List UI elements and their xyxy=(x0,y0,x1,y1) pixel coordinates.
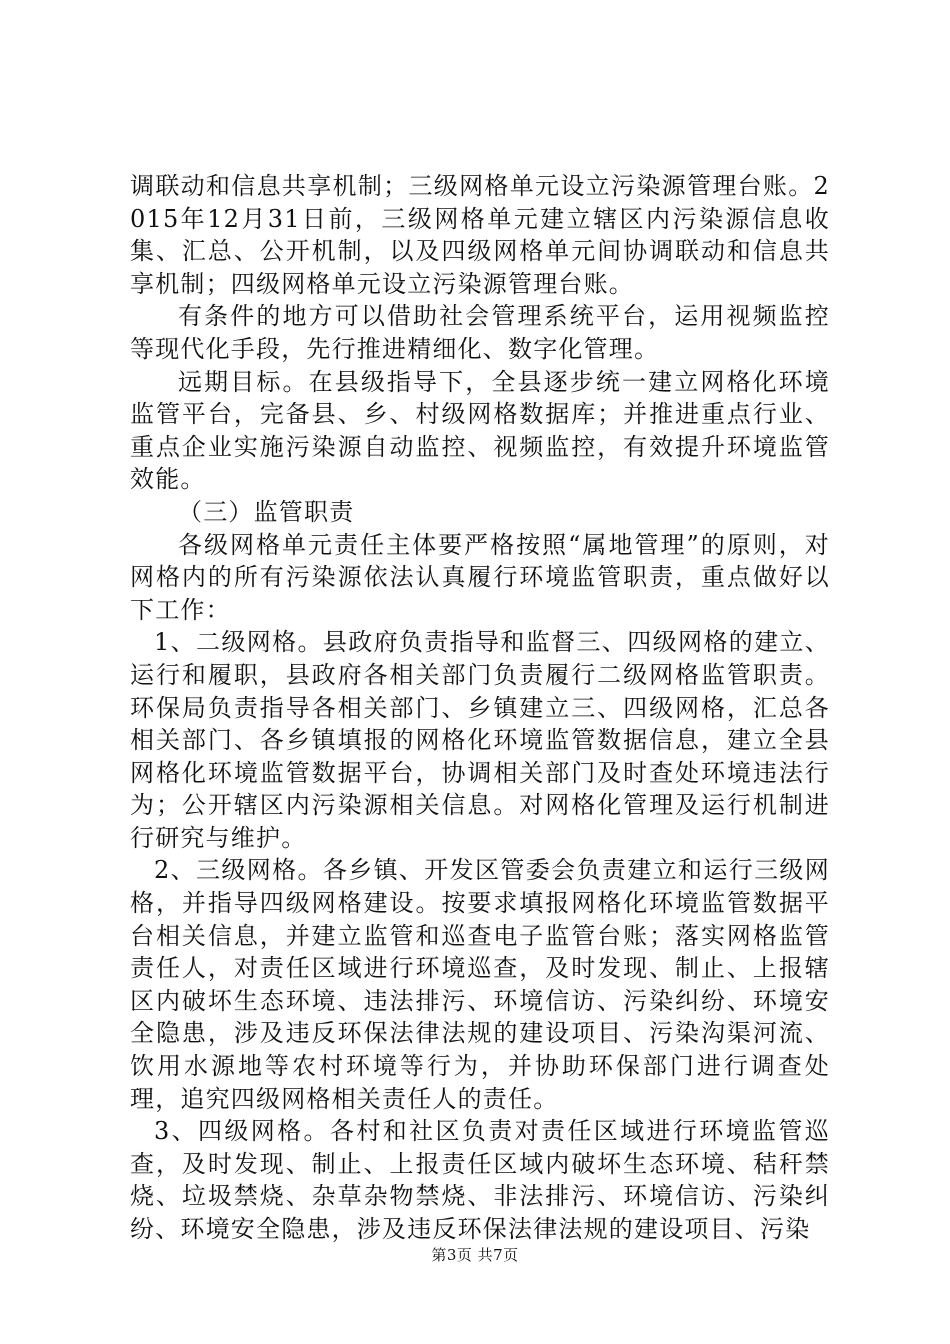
paragraph-level-2-grid: 1、二级网格。县政府负责指导和监督三、四级网格的建立、运行和履职，县政府各相关部门负责履行二级网格监管职责。环保局负责指导各相关部门、乡镇建立三、四级网格，汇总各相关部门、各乡镇填报的网格化环境监管数据信息，建立全县网格化环境监管数据平台，协调相关部门及时查处环境违法行为；公开辖区内污染源相关信息。对网格化管理及运行机制进行研究与维护。 xyxy=(130,628,830,852)
paragraph-conditions: 有条件的地方可以借助社会管理系统平台，运用视频监控等现代化手段，先行推进精细化、数字化管理。 xyxy=(130,302,830,363)
paragraph-continued: 调联动和信息共享机制；三级网格单元设立污染源管理台账。2015年12月31日前，三级网格单元建立辖区内污染源信息收集、汇总、公开机制，以及四级网格单元间协调联动和信息共享机制；四级网格单元设立污染源管理台账。 xyxy=(130,172,830,298)
paragraph-long-term-goal: 远期目标。在县级指导下，全县逐步统一建立网格化环境监管平台，完备县、乡、村级网格数据库；并推进重点行业、重点企业实施污染源自动监控、视频监控，有效提升环境监管效能。 xyxy=(130,367,830,494)
page-footer: 第3页 共7页 xyxy=(431,1246,519,1264)
paragraph-level-4-grid: 3、四级网格。各村和社区负责对责任区域进行环境监管巡查，及时发现、制止、上报责任区域内破坏生态环境、秸秆禁烧、垃圾禁烧、杂草杂物禁烧、非法排污、环境信访、污染纠纷、环境安全隐患，涉及违反环保法律法规的建设项目、污染 xyxy=(130,1117,830,1243)
document-body xyxy=(130,170,830,1246)
paragraph-responsibilities-intro: 各级网格单元责任主体要严格按照“属地管理”的原则，对网格内的所有污染源依法认真履行环境监管职责，重点做好以下工作： xyxy=(130,530,830,624)
section-heading: （三）监管职责 xyxy=(178,497,355,526)
paragraph-level-3-grid: 2、三级网格。各乡镇、开发区管委会负责建立和运行三级网格，并指导四级网格建设。按要求填报网格化环境监管数据平台相关信息，并建立监管和巡查电子监管台账；落实网格监管责任人，对责任区域进行环境巡查，及时发现、制止、上报辖区内破坏生态环境、违法排污、环境信访、污染纠纷、环境安全隐患，涉及违反环保法律法规的建设项目、污染沟渠河流、饮用水源地等农村环境等行为，并协助环保部门进行调查处理，追究四级网格相关责任人的责任。 xyxy=(130,856,830,1113)
